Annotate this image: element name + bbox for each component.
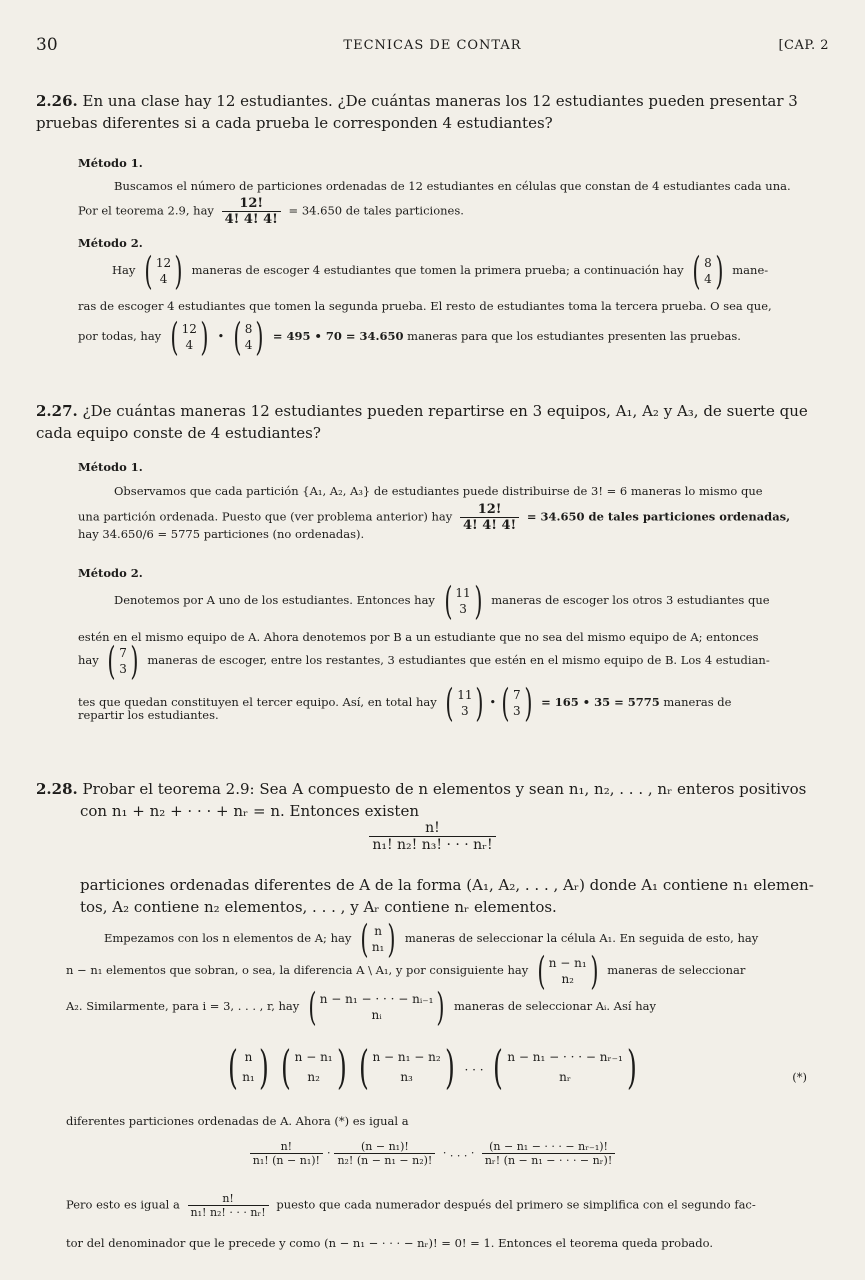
binom-top: 12 <box>181 322 197 336</box>
fraction <box>250 1140 323 1167</box>
binom-bottom: 3 <box>512 704 521 718</box>
formula-line <box>112 249 829 293</box>
binomial: ( 12 4 ) <box>144 249 183 293</box>
binomial: ( n − n₁ n₂ ) <box>280 1040 347 1094</box>
text-line: estén en el mismo equipo de A. Ahora denotemos por B a un estudiante que no sea del mismo equipo de A; entonces <box>78 630 759 644</box>
fraction <box>482 1140 615 1167</box>
binom-top: 7 <box>119 646 127 660</box>
formula-line <box>66 1192 829 1219</box>
text-fragment: por todas, hay <box>78 329 162 343</box>
binom-top: 11 <box>457 688 473 702</box>
chapter-title: TECNICAS DE CONTAR <box>343 38 522 53</box>
denominator: nᵣ! (n − n₁ − · · · − nᵣ)! <box>482 1153 615 1167</box>
running-header <box>36 35 829 58</box>
text-line: tor del denominador que le precede y como (n − n₁ − · · · − nᵣ)! = 0! = 1. Entonces el teorema queda probado. <box>66 1236 714 1250</box>
binom-bottom: 3 <box>461 704 469 718</box>
page-number: 30 <box>36 35 58 55</box>
text-fragment: • <box>217 329 225 343</box>
numerator: (n − n₁)! <box>361 1140 409 1153</box>
binomial: ( n − n₁ − n₂ n₃ ) <box>358 1040 455 1094</box>
problem-text: con n₁ + n₂ + · · · + nᵣ = n. Entonces existen <box>80 802 420 820</box>
problem-text: En una clase hay 12 estudiantes. ¿De cuántas maneras los 12 estudiantes pueden presentar 3 pruebas diferentes si a cada prueba le corresponden 4 estudiantes? <box>36 92 798 132</box>
binom-top: 7 <box>512 688 521 702</box>
binom-bottom: 4 <box>159 272 168 286</box>
text-fragment: puesto que cada numerador después del primero se simplifica con el segundo fac- <box>276 1197 756 1212</box>
binom-top: n − n₁ <box>548 956 587 970</box>
text-fragment: tes que quedan constituyen el tercer equipo. Así, en total hay <box>78 695 437 709</box>
problem-2-26-statement <box>36 90 829 134</box>
fraction <box>222 196 281 227</box>
text-fragment: Denotemos por A uno de los estudiantes. Entonces hay <box>114 593 435 607</box>
formula-line <box>78 315 829 359</box>
numerator: n! <box>222 1192 234 1205</box>
numerator: (n − n₁ − · · · − nᵣ₋₁)! <box>489 1140 608 1153</box>
text-fragment: maneras de seleccionar Aᵢ. Así hay <box>453 999 656 1013</box>
binom-bottom: 4 <box>704 272 712 286</box>
binom-top: 8 <box>704 256 712 270</box>
denominator: n₁! n₂! n₃! · · · nᵣ! <box>369 836 495 853</box>
binomial: ( 7 3 ) <box>107 639 139 683</box>
text-fragment: maneras de escoger los otros 3 estudiantes que <box>491 593 770 607</box>
formula-line <box>78 196 829 227</box>
binom-bottom: 4 <box>244 338 253 352</box>
text-line: ras de escoger 4 estudiantes que tomen la segunda prueba. El resto de estudiantes toma la tercera prueba. O sea que, <box>78 299 772 313</box>
binom-bottom: n₁ <box>371 940 385 954</box>
binomial: ( n − n₁ − · · · − nᵢ₋₁ nᵢ ) <box>308 985 445 1029</box>
binomial: ( 8 4 ) <box>233 315 264 359</box>
numerator: 12! <box>239 196 264 211</box>
problem-text: ¿De cuántas maneras 12 estudiantes pueden repartirse en 3 equipos, A₁, A₂ y A₃, de suerte que cada equipo conste de 4 estudiantes? <box>36 402 808 442</box>
binom-bottom: 4 <box>185 338 194 352</box>
problem-text: particiones ordenadas diferentes de A de la forma (A₁, A₂, . . . , Aᵣ) donde A₁ contiene n₁ elemen- <box>80 876 814 894</box>
binom-top: n <box>374 924 382 938</box>
text-line: diferentes particiones ordenadas de A. Ahora (*) es igual a <box>66 1114 409 1128</box>
method-label: Método 2. <box>78 566 143 580</box>
text-fragment: maneras de escoger, entre los restantes, 3 estudiantes que estén en el mismo equipo de B. Los 4 estudian- <box>147 653 770 667</box>
text-fragment: maneras de escoger 4 estudiantes que tomen la primera prueba; a continuación hay <box>191 263 684 277</box>
text-fragment: maneras de <box>663 695 732 709</box>
fraction <box>334 1140 435 1167</box>
text-fragment: maneras para que los estudiantes presenten las pruebas. <box>407 329 741 343</box>
text-fragment: = 34.650 de tales particiones ordenadas, <box>526 509 791 524</box>
text-fragment: mane- <box>732 263 769 277</box>
binomial: ( n n₁ ) <box>228 1040 269 1094</box>
problem-text: Probar el teorema 2.9: Sea A compuesto de n elementos y sean n₁, n₂, . . . , nᵣ enteros positivos <box>82 780 807 798</box>
problem-2-28-statement <box>36 778 829 800</box>
binom-bottom: nᵣ <box>559 1070 572 1084</box>
text-fragment: = 165 • 35 = 5775 <box>541 695 660 709</box>
binomial: ( n − n₁ n₂ ) <box>537 949 599 993</box>
method-label: Método 2. <box>78 236 143 250</box>
binom-bottom: n₃ <box>400 1070 413 1084</box>
binom-top: n − n₁ − n₂ <box>372 1050 441 1064</box>
problem-number: 2.26. <box>36 92 78 110</box>
formula-line <box>78 639 829 683</box>
text-fragment: hay <box>78 653 99 667</box>
denominator: n₁! (n − n₁)! <box>250 1153 323 1167</box>
binom-bottom: 3 <box>119 662 127 676</box>
expanded-formula: $\frac{n!}{\text{n₁! (n − n₁)!}}$ · $\frac{\text{(n − n₁)!}}{\text{n₂! (n − n₁ − n₂)!}}$ · . . . · $\frac{\text{(n − n₁ − · · · − nᵣ₋₁)!}}{\text{nᵣ! (n − n₁ − · · · − nᵣ)!}}$ <box>36 1140 829 1167</box>
formula-line <box>66 949 829 993</box>
text-fragment: Hay <box>112 263 136 277</box>
text-fragment: A₂. Similarmente, para i = 3, . . . , r, hay <box>66 999 300 1013</box>
product-formula <box>36 1040 829 1094</box>
binomial: ( 12 4 ) <box>170 315 209 359</box>
method-text: Buscamos el número de particiones ordenadas de 12 estudiantes en células que constan de 4 estudiantes cada una. <box>114 179 791 193</box>
problem-2-27-statement <box>36 400 829 444</box>
binom-top: n − n₁ <box>294 1050 333 1064</box>
binomial: ( n n₁ ) <box>360 917 396 961</box>
binomial: ( 11 3 ) <box>445 681 484 725</box>
binomial: ( 8 4 ) <box>692 249 724 293</box>
problem-text: tos, A₂ contiene n₂ elementos, . . . , y Aᵣ contiene nᵣ elementos. <box>80 898 557 916</box>
text-line: repartir los estudiantes. <box>78 708 219 722</box>
denominator: 4! 4! 4! <box>460 517 519 533</box>
denominator: 4! 4! 4! <box>222 211 281 227</box>
text-fragment: una partición ordenada. Puesto que (ver problema anterior) hay <box>78 509 453 524</box>
chapter-label: [CAP. 2 <box>778 38 829 53</box>
text-fragment: Pero esto es igual a <box>66 1197 180 1212</box>
binom-top: n − n₁ − · · · − nᵣ₋₁ <box>507 1050 623 1064</box>
text-fragment: maneras de seleccionar <box>607 963 746 977</box>
binom-bottom: n₂ <box>307 1070 320 1084</box>
binom-top: n <box>244 1050 253 1064</box>
method-label: Método 1. <box>78 156 143 170</box>
problem-number: 2.27. <box>36 402 78 420</box>
numerator: n! <box>280 1140 293 1153</box>
formula-line: tes que quedan constituyen el tercer equipo. Así, en total hay ( 11 3 ) • ( 7 3 ) = 165 • 35 = 5775 maneras de <box>78 681 732 725</box>
fraction <box>188 1192 269 1219</box>
text-line: hay 34.650/6 = 5775 particiones (no ordenadas). <box>78 527 365 541</box>
binomial: ( 7 3 ) <box>501 681 533 725</box>
formula-line <box>114 579 829 623</box>
formula-line <box>66 985 829 1029</box>
text-fragment: = 34.650 de tales particiones. <box>288 203 464 218</box>
problem-number: 2.28. <box>36 780 78 798</box>
numerator: 12! <box>477 502 502 517</box>
text-fragment: = 495 • 70 = 34.650 <box>272 329 404 343</box>
binom-bottom: nᵢ <box>371 1008 382 1022</box>
binomial: ( 11 3 ) <box>443 579 483 623</box>
text-line: Observamos que cada partición {A₁, A₂, A₃} de estudiantes puede distribuirse de 3! = 6 maneras lo mismo que <box>114 484 763 498</box>
numerator: n! <box>425 820 440 836</box>
binom-bottom: n₁ <box>242 1070 255 1084</box>
binom-bottom: 3 <box>459 602 467 616</box>
equation-tag: (*) <box>792 1070 807 1084</box>
denominator: n₂! (n − n₁ − n₂)! <box>334 1153 435 1167</box>
text-fragment: Empezamos con los n elementos de A; hay <box>104 931 352 945</box>
formula-display <box>36 820 829 853</box>
text-fragment: . . . <box>464 1059 484 1074</box>
binom-top: 12 <box>155 256 172 270</box>
binom-bottom: n₂ <box>561 972 574 986</box>
binomial: ( n − n₁ − · · · − nᵣ₋₁ nᵣ ) <box>493 1040 637 1094</box>
text-fragment: Por el teorema 2.9, hay <box>78 203 214 218</box>
method-label: Método 1. <box>78 460 143 474</box>
text-fragment: n − n₁ elementos que sobran, o sea, la diferencia A \ A₁, y por consiguiente hay <box>66 963 529 977</box>
binom-top: n − n₁ − · · · − nᵢ₋₁ <box>319 992 434 1006</box>
binom-top: 8 <box>244 322 253 336</box>
text-fragment: · . . . · <box>442 1146 475 1160</box>
text-fragment: maneras de seleccionar la célula A₁. En seguida de esto, hay <box>404 931 759 945</box>
binom-top: 11 <box>455 586 471 600</box>
denominator: n₁! n₂! · · · nᵣ! <box>188 1205 269 1219</box>
fraction <box>369 820 495 853</box>
